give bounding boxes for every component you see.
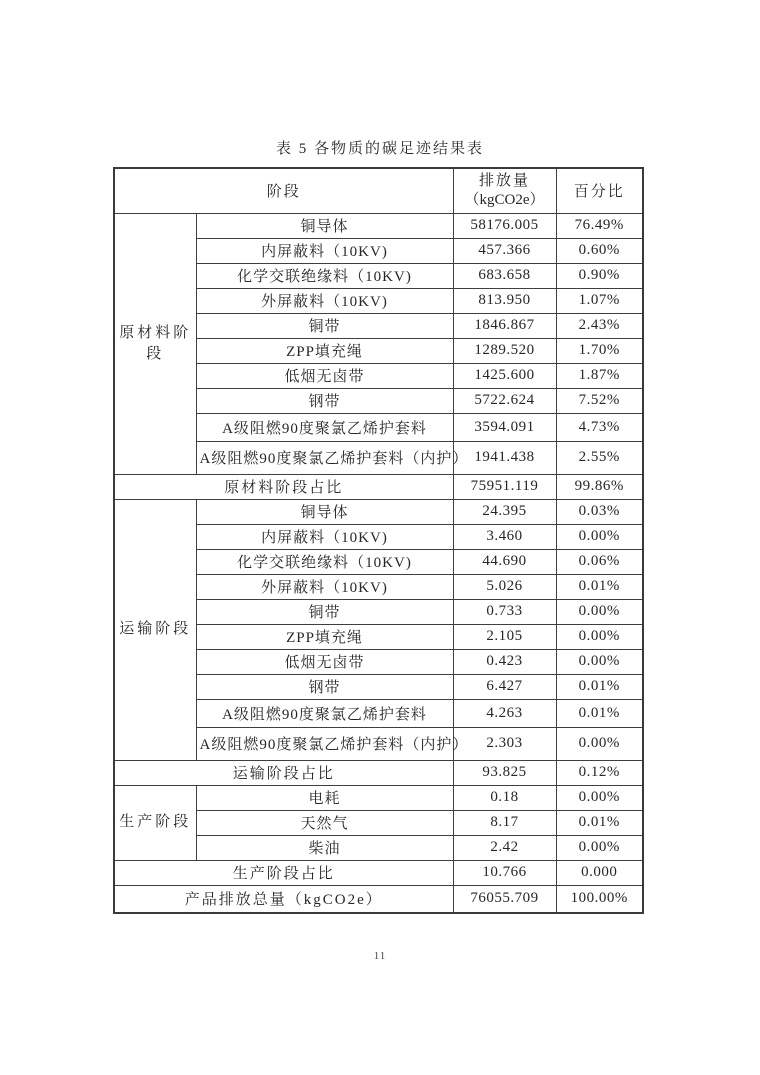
subtotal-row	[114, 474, 643, 499]
material-cell: ZPP填充绳	[196, 338, 453, 363]
percent-cell: 0.90%	[556, 263, 643, 288]
subtotal-label-cell	[114, 474, 453, 499]
percent-cell: 7.52%	[556, 388, 643, 413]
material-cell: 化学交联绝缘料（10KV)	[196, 263, 453, 288]
emission-cell: 683.658	[453, 263, 556, 288]
percent-cell: 0.03%	[556, 499, 643, 524]
emission-cell: 24.395	[453, 499, 556, 524]
percent-cell: 0.06%	[556, 549, 643, 574]
emission-cell: 0.733	[453, 599, 556, 624]
material-cell: 铜导体	[196, 499, 453, 524]
percent-cell: 0.60%	[556, 238, 643, 263]
table-row	[114, 499, 643, 524]
page-title: 表 5 各物质的碳足迹结果表	[275, 141, 484, 157]
percent-cell: 0.00%	[556, 727, 643, 760]
emission-cell: 44.690	[453, 549, 556, 574]
carbon-footprint-table	[113, 167, 644, 914]
header-percent	[556, 168, 643, 213]
percent-cell: 76.49%	[556, 213, 643, 238]
table-row	[114, 213, 643, 238]
emission-cell: 0.423	[453, 649, 556, 674]
emission-cell: 1289.520	[453, 338, 556, 363]
emission-cell: 0.18	[453, 785, 556, 810]
subtotal-emission-cell: 75951.119	[453, 474, 556, 499]
emission-cell: 4.263	[453, 699, 556, 727]
header-emission-line2: （kgCO2e）	[464, 191, 545, 208]
emission-cell: 58176.005	[453, 213, 556, 238]
table-header-row	[114, 168, 643, 213]
subtotal-label: 原材料阶段占比	[224, 480, 344, 496]
total-label-cell	[114, 885, 453, 913]
material-cell: 柴油	[196, 835, 453, 860]
percent-cell: 0.00%	[556, 599, 643, 624]
material-cell: 低烟无卤带	[196, 363, 453, 388]
emission-cell: 8.17	[453, 810, 556, 835]
material-cell: 铜带	[196, 313, 453, 338]
stage-cell-production: 生产阶段	[114, 785, 196, 860]
material-cell: 铜带	[196, 599, 453, 624]
subtotal-label-cell	[114, 860, 453, 885]
emission-cell: 457.366	[453, 238, 556, 263]
header-emission	[453, 168, 556, 213]
subtotal-label-cell	[114, 760, 453, 785]
table-row	[114, 785, 643, 810]
percent-cell: 0.01%	[556, 574, 643, 599]
emission-cell: 1846.867	[453, 313, 556, 338]
percent-cell: 1.07%	[556, 288, 643, 313]
header-percent-label: 百分比	[573, 184, 625, 201]
material-cell: 外屏蔽料（10KV)	[196, 288, 453, 313]
percent-cell: 0.00%	[556, 785, 643, 810]
material-cell: 铜导体	[196, 213, 453, 238]
percent-cell: 4.73%	[556, 413, 643, 441]
percent-cell: 0.00%	[556, 524, 643, 549]
header-emission-line1: 排放量	[479, 172, 531, 189]
subtotal-emission-cell: 93.825	[453, 760, 556, 785]
subtotal-label: 生产阶段占比	[232, 866, 335, 882]
material-cell: 低烟无卤带	[196, 649, 453, 674]
total-percent-cell: 100.00%	[556, 885, 643, 913]
subtotal-percent-cell: 99.86%	[556, 474, 643, 499]
total-emission-cell: 76055.709	[453, 885, 556, 913]
emission-cell: 3.460	[453, 524, 556, 549]
material-cell: 电耗	[196, 785, 453, 810]
material-cell: 钢带	[196, 674, 453, 699]
material-cell: A级阻燃90度聚氯乙烯护套料（内护）	[196, 727, 453, 760]
emission-cell: 1941.438	[453, 441, 556, 474]
material-cell: 内屏蔽料（10KV)	[196, 524, 453, 549]
emission-cell: 5722.624	[453, 388, 556, 413]
total-label: 产品排放总量（kgCO2e）	[184, 892, 383, 909]
percent-cell: 1.70%	[556, 338, 643, 363]
subtotal-row	[114, 860, 643, 885]
subtotal-label: 运输阶段占比	[232, 766, 335, 782]
stage-cell-raw-material: 原材料阶段	[114, 213, 196, 474]
material-cell: A级阻燃90度聚氯乙烯护套料	[196, 699, 453, 727]
subtotal-percent-cell: 0.000	[556, 860, 643, 885]
material-cell: 外屏蔽料（10KV)	[196, 574, 453, 599]
material-cell: 化学交联绝缘料（10KV)	[196, 549, 453, 574]
stage-cell-transport: 运输阶段	[114, 499, 196, 760]
emission-cell: 813.950	[453, 288, 556, 313]
emission-cell: 2.303	[453, 727, 556, 760]
page-number: 11	[373, 950, 387, 962]
emission-cell: 2.42	[453, 835, 556, 860]
percent-cell: 0.00%	[556, 649, 643, 674]
total-row	[114, 885, 643, 913]
emission-cell: 2.105	[453, 624, 556, 649]
emission-cell: 6.427	[453, 674, 556, 699]
subtotal-row	[114, 760, 643, 785]
percent-cell: 1.87%	[556, 363, 643, 388]
percent-cell: 2.43%	[556, 313, 643, 338]
percent-cell: 0.01%	[556, 810, 643, 835]
emission-cell: 3594.091	[453, 413, 556, 441]
header-stage	[114, 168, 453, 213]
material-cell: 天然气	[196, 810, 453, 835]
emission-cell: 5.026	[453, 574, 556, 599]
material-cell: ZPP填充绳	[196, 624, 453, 649]
subtotal-percent-cell: 0.12%	[556, 760, 643, 785]
percent-cell: 0.01%	[556, 699, 643, 727]
header-stage-label: 阶段	[266, 184, 301, 201]
percent-cell: 0.00%	[556, 835, 643, 860]
percent-cell: 0.01%	[556, 674, 643, 699]
emission-cell: 1425.600	[453, 363, 556, 388]
material-cell: A级阻燃90度聚氯乙烯护套料（内护）	[196, 441, 453, 474]
subtotal-emission-cell: 10.766	[453, 860, 556, 885]
material-cell: 钢带	[196, 388, 453, 413]
material-cell: A级阻燃90度聚氯乙烯护套料	[196, 413, 453, 441]
percent-cell: 0.00%	[556, 624, 643, 649]
percent-cell: 2.55%	[556, 441, 643, 474]
material-cell: 内屏蔽料（10KV)	[196, 238, 453, 263]
